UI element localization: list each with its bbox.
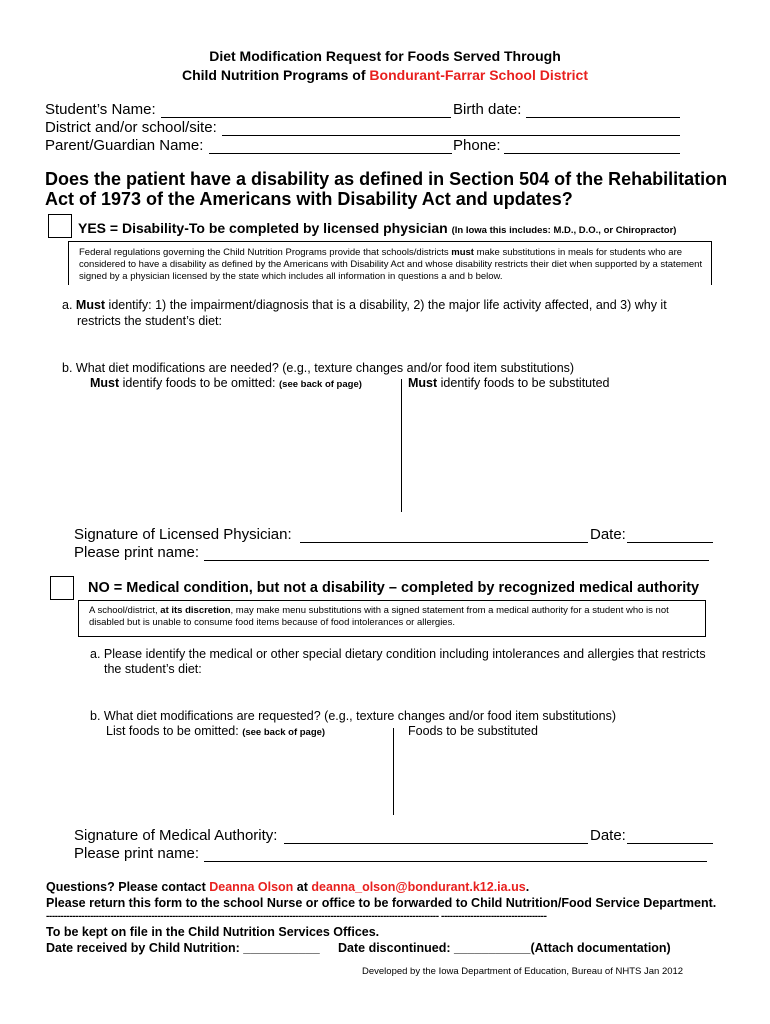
yes-heading [78, 220, 676, 236]
yes-sub-text: identify foods to be substituted [437, 376, 610, 390]
yes-regulation-text [79, 247, 703, 285]
yes-question-a [62, 297, 667, 313]
phone-label: Phone: [453, 137, 501, 154]
yes-omit-bold: Must [90, 376, 120, 390]
yes-omit-note: (see back of page) [279, 379, 362, 390]
physician-date-field[interactable] [627, 542, 713, 543]
yes-sub-bold: Must [408, 376, 438, 390]
yes-question-b: b. What diet modifications are needed? (e.g., texture changes and/or food item substitutions) [62, 361, 575, 375]
subtitle-prefix: Child Nutrition Programs of [181, 67, 370, 83]
date-discontinued: Date discontinued: ___________(Attach documentation) [338, 941, 671, 955]
physician-signature-field[interactable] [300, 542, 588, 543]
yes-heading-text: YES = Disability-To be completed by licensed physician [78, 220, 448, 236]
physician-date-label: Date: [590, 526, 626, 543]
no-checkbox[interactable] [50, 576, 74, 600]
yes-question-a-line2: restricts the student’s diet: [77, 314, 222, 328]
no-question-a: a. Please identify the medical or other special dietary condition including intolerances and allergies that restricts [90, 647, 706, 661]
birth-date-field[interactable] [526, 117, 680, 118]
student-name-label: Student’s Name: [45, 101, 156, 118]
form-subtitle [0, 67, 770, 83]
no-box-post: , may make menu substitutions with a signed statement from a medical authority for a student who is not disabled but is unable to consume food items because of food intolerances or allergies. [89, 605, 669, 628]
district-name: Bondurant-Farrar School District [369, 67, 589, 83]
authority-print-label: Please print name: [74, 845, 200, 862]
yes-a-bold: Must [75, 298, 106, 312]
developed-by: Developed by the Iowa Department of Education, Bureau of NHTS Jan 2012 [362, 966, 684, 977]
physician-signature-label: Signature of Licensed Physician: [74, 526, 292, 543]
birth-date-label: Birth date: [453, 101, 522, 118]
no-box-pre: A school/district, [89, 605, 161, 616]
district-site-label: District and/or school/site: [45, 119, 217, 136]
no-omit-text: List foods to be omitted: [106, 724, 243, 738]
yes-a-prefix: a. [62, 298, 76, 312]
questions-contact [46, 880, 529, 894]
questions-prefix: Questions? Please contact [46, 880, 210, 894]
yes-box-post: make substitutions in meals for students who are considered to have a disability as defined by the Americans with Disability Act and whose disability restricts their diet when supported by a statement signed by a physician licensed by the state which includes all information in questions a and b below. [79, 247, 703, 282]
yes-heading-note: (In Iowa this includes: M.D., D.O., or Chiropractor) [451, 225, 677, 236]
form-title: Diet Modification Request for Foods Served Through [209, 48, 561, 64]
no-omit-label [106, 723, 325, 741]
physician-print-field[interactable] [204, 560, 709, 561]
return-instructions: Please return this form to the school Nurse or office to be forwarded to Child Nutrition/Food Service Department. [46, 896, 717, 910]
contact-email[interactable]: deanna_olson@bondurant.k12.ia.us [311, 880, 526, 894]
no-discretion-box [78, 600, 706, 637]
no-column-divider [393, 728, 394, 815]
authority-date-label: Date: [590, 827, 626, 844]
phone-field[interactable] [504, 153, 680, 154]
authority-date-field[interactable] [627, 843, 713, 844]
contact-at: at [293, 880, 312, 894]
no-discretion-text [89, 605, 699, 629]
yes-box-bold: must [451, 247, 474, 258]
district-site-field[interactable] [222, 135, 680, 136]
no-substitute-label: Foods to be substituted [408, 724, 538, 738]
yes-substitute-label [408, 375, 610, 391]
authority-print-field[interactable] [204, 861, 707, 862]
no-heading: NO = Medical condition, but not a disability – completed by recognized medical authority [88, 580, 700, 596]
authority-signature-field[interactable] [284, 843, 588, 844]
no-question-a-line2: the student’s diet: [104, 662, 202, 676]
disability-question-line1: Does the patient have a disability as defined in Section 504 of the Rehabilitation [45, 169, 728, 189]
date-received: Date received by Child Nutrition: ___________ [46, 941, 320, 955]
no-box-bold: at its discretion [160, 605, 231, 616]
yes-checkbox[interactable] [48, 214, 72, 238]
yes-box-pre: Federal regulations governing the Child Nutrition Programs provide that schools/districts [79, 247, 452, 258]
yes-regulation-box [68, 241, 712, 285]
yes-omit-label [90, 375, 362, 393]
physician-print-label: Please print name: [74, 544, 200, 561]
no-question-b: b. What diet modifications are requested? (e.g., texture changes and/or food item substitutions) [90, 709, 616, 723]
keep-on-file: To be kept on file in the Child Nutrition Services Offices. [46, 925, 380, 939]
yes-a-line1: identify: 1) the impairment/diagnosis that is a disability, 2) the major life activity affected, and 3) why it [105, 298, 667, 312]
disability-question-line2: Act of 1973 of the Americans with Disability Act and updates? [45, 189, 573, 209]
parent-name-field[interactable] [209, 153, 452, 154]
student-name-field[interactable] [161, 117, 451, 118]
contact-name: Deanna Olson [209, 880, 294, 894]
yes-column-divider [401, 379, 402, 512]
authority-signature-label: Signature of Medical Authority: [74, 827, 278, 844]
no-omit-note: (see back of page) [242, 727, 326, 738]
contact-period: . [525, 880, 530, 894]
yes-omit-text: identify foods to be omitted: [119, 376, 279, 390]
separator-dashes: -------------------------------------------------------------------------------------------------------------------------------------- ------------------------------------ [46, 911, 547, 922]
parent-name-label: Parent/Guardian Name: [45, 137, 204, 154]
